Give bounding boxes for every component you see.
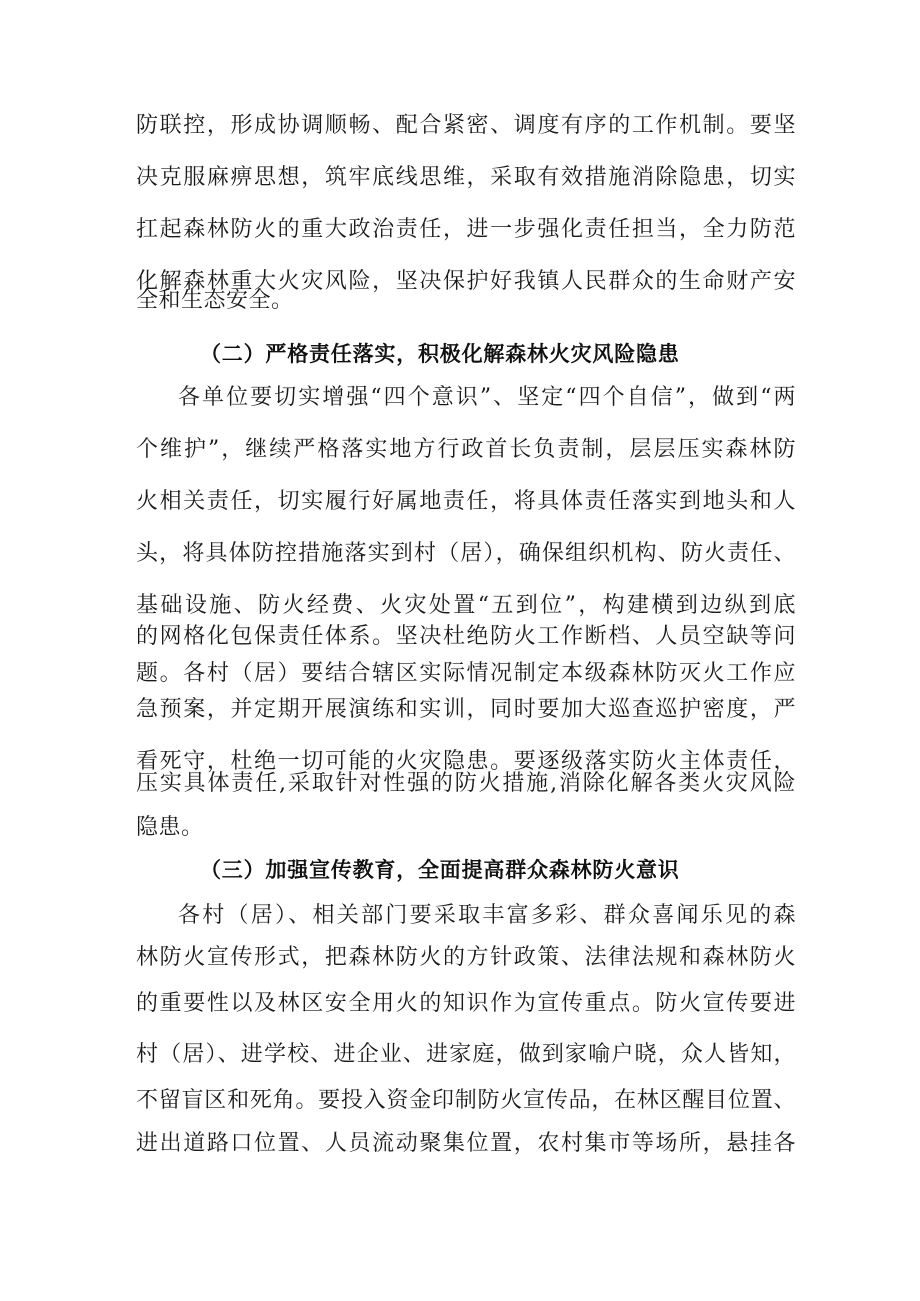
- paragraph-3-line: 各村（居）、相关部门要采取丰富多彩、群众喜闻乐见的森: [178, 903, 796, 928]
- paragraph-3-line: 的重要性以及林区安全用火的知识作为宣传重点。防火宣传要进: [136, 991, 796, 1016]
- paragraph-2-line: 个维护”，继续严格落实地方行政首长负责制，层层压实森林防: [136, 437, 796, 462]
- paragraph-1-line: 扛起森林防火的重大政治责任，进一步强化责任担当，全力防范: [136, 217, 796, 242]
- paragraph-2-line: 头，将具体防控措施落实到村（居），确保组织机构、防火责任、: [136, 541, 796, 566]
- paragraph-2-line: 看死守，杜绝一切可能的火灾隐患。要逐级落实防火主体责任，: [136, 749, 796, 774]
- paragraph-1-line: 决克服麻痹思想，筑牢底线思维，采取有效措施消除隐患，切实: [136, 165, 796, 190]
- paragraph-3-line: 不留盲区和死角。要投入资金印制防火宣传品，在林区醒目位置、: [136, 1088, 796, 1113]
- section-heading-3: （三）加强宣传教育，全面提高群众森林防火意识: [200, 858, 680, 882]
- paragraph-2-line: 各单位要切实增强“四个意识”、坚定“四个自信”，做到“两: [178, 385, 796, 410]
- paragraph-1-line: 防联控，形成协调顺畅、配合紧密、调度有序的工作机制。要坚: [136, 113, 796, 138]
- paragraph-2-line: 急预案，并定期开展演练和实训，同时要加大巡查巡护密度，严: [136, 697, 796, 722]
- paragraph-3-line: 林防火宣传形式，把森林防火的方针政策、法律法规和森林防火: [136, 945, 796, 970]
- section-heading-2: （二）严格责任落实，积极化解森林火灾风险隐患: [200, 342, 680, 366]
- paragraph-2-line: 火相关责任，切实履行好属地责任，将具体责任落实到地头和人: [136, 489, 796, 514]
- paragraph-2-line: 基础设施、防火经费、火灾处置“五到位”，构建横到边纵到底: [136, 593, 796, 618]
- paragraph-2-line: 的网格化包保责任体系。坚决杜绝防火工作断档、人员空缺等问: [136, 624, 796, 649]
- paragraph-1-line: 全和生态安全。: [136, 288, 294, 313]
- paragraph-2-line: 题。各村（居）要结合辖区实际情况制定本级森林防灭火工作应: [136, 661, 796, 686]
- paragraph-2-line: 隐患。: [136, 815, 204, 840]
- paragraph-3-line: 村（居）、进学校、进企业、进家庭，做到家喻户晓，众人皆知，: [136, 1042, 796, 1067]
- paragraph-2-line: 压实具体责任,采取针对性强的防火措施,消除化解各类火灾风险: [136, 771, 796, 796]
- paragraph-3-line: 进出道路口位置、人员流动聚集位置，农村集市等场所，悬挂各: [136, 1131, 796, 1156]
- paragraph-1-line: 化解森林重大火灾风险，坚决保护好我镇人民群众的生命财产安: [136, 269, 796, 294]
